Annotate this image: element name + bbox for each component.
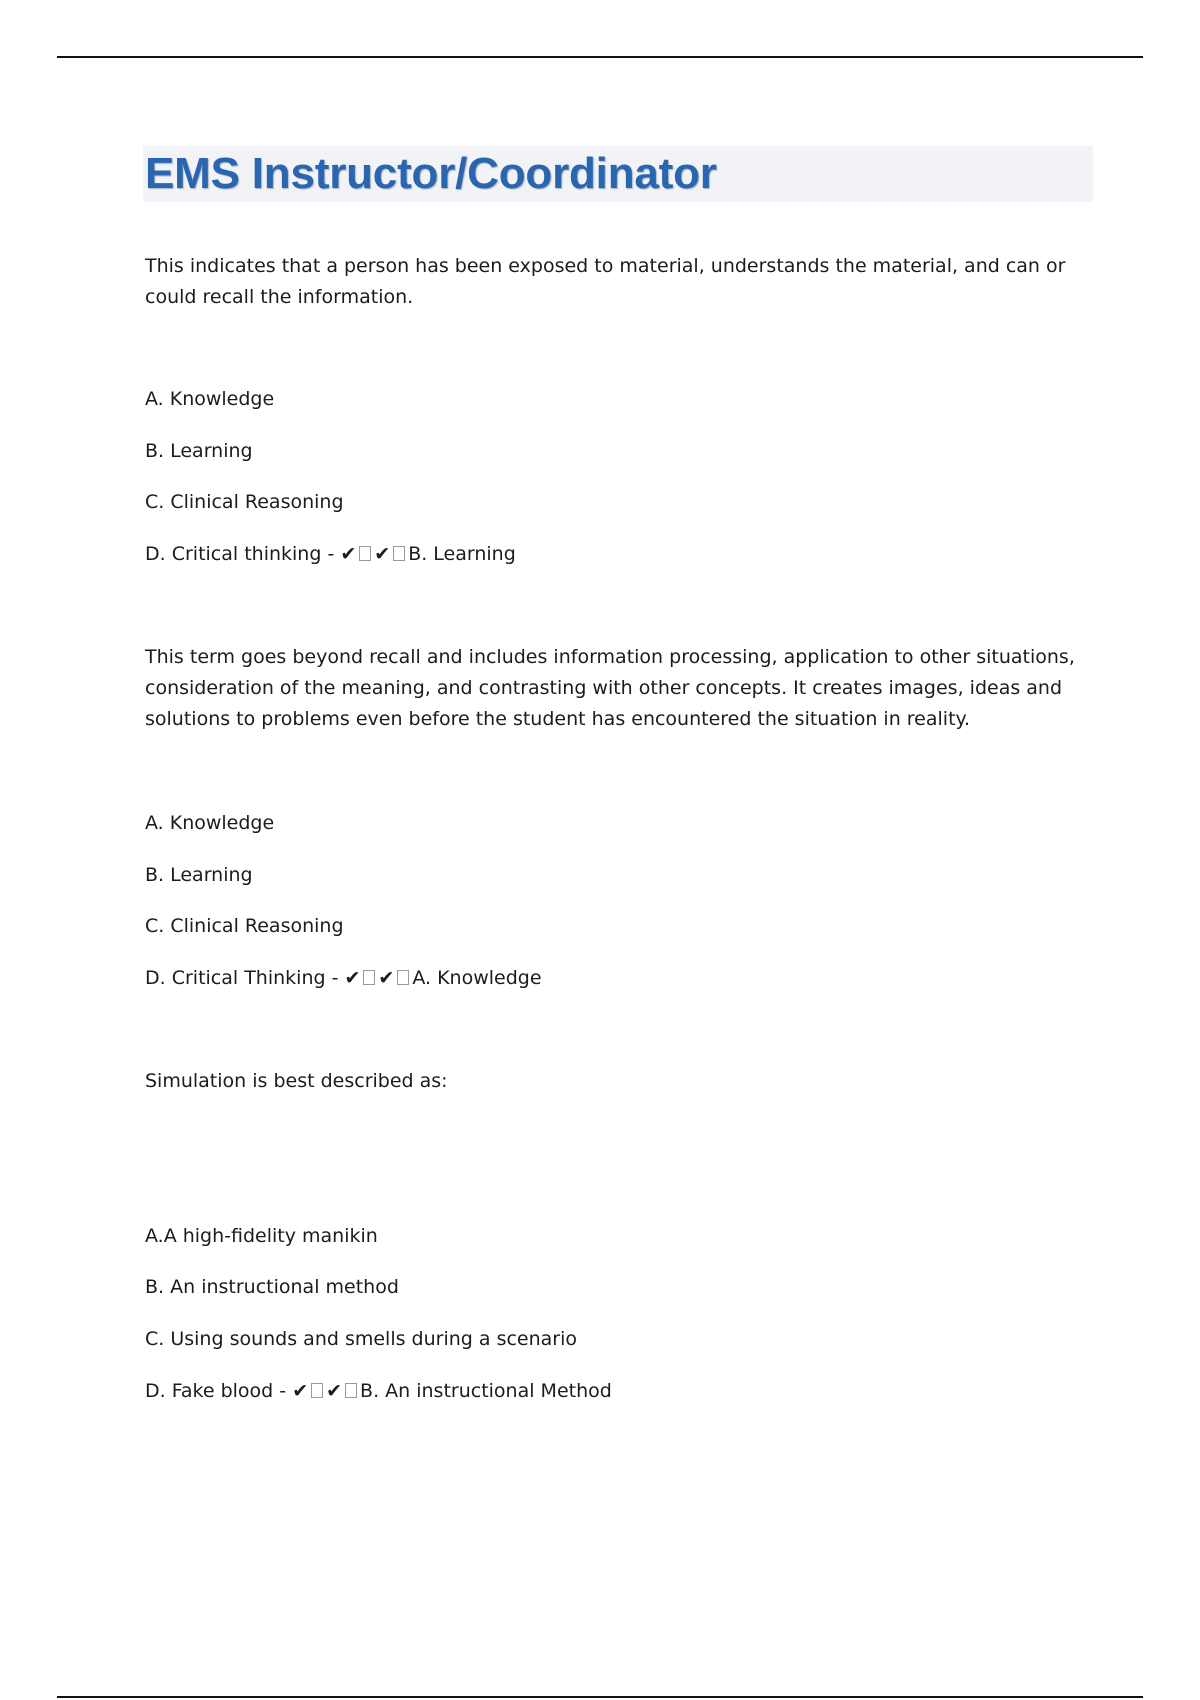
question-3 bbox=[145, 1066, 1075, 1097]
empty-box-icon bbox=[345, 1383, 357, 1398]
answer-text: A. Knowledge bbox=[412, 967, 542, 989]
question-1 bbox=[145, 251, 1075, 313]
option-a: A. Knowledge bbox=[145, 812, 275, 834]
header-rule bbox=[57, 56, 1143, 58]
question-text: This indicates that a person has been exposed to material, understands the material, and can or could recall the information. bbox=[145, 255, 1066, 308]
option-d-with-answer bbox=[145, 541, 516, 567]
option-c: C. Clinical Reasoning bbox=[145, 915, 344, 937]
check-mark-icon: ✔ bbox=[374, 543, 391, 565]
option-b: B. An instructional method bbox=[145, 1276, 399, 1298]
option-b: B. Learning bbox=[145, 864, 253, 886]
question-text: This term goes beyond recall and includes information processing, application to other situations, consideration of the meaning, and contrasting with other concepts. It creates images, ideas and solutions to problems even before the student has encountered the situation in reality. bbox=[145, 646, 1075, 730]
option-a: A. Knowledge bbox=[145, 388, 275, 410]
option-a: A.A high-fidelity manikin bbox=[145, 1225, 378, 1247]
empty-box-icon bbox=[393, 546, 405, 561]
question-2 bbox=[145, 642, 1075, 735]
question-text: Simulation is best described as: bbox=[145, 1070, 448, 1092]
check-mark-icon: ✔ bbox=[344, 967, 361, 989]
empty-box-icon bbox=[397, 970, 409, 985]
answer-text: B. Learning bbox=[408, 543, 516, 565]
option-d-label: D. Critical Thinking - bbox=[145, 967, 345, 989]
check-mark-icon: ✔ bbox=[340, 543, 357, 565]
page-title: EMS Instructor/Coordinator bbox=[145, 149, 717, 198]
check-mark-icon: ✔ bbox=[378, 967, 395, 989]
option-d-with-answer bbox=[145, 1378, 612, 1404]
option-c: C. Clinical Reasoning bbox=[145, 491, 344, 513]
check-mark-icon: ✔ bbox=[326, 1380, 343, 1402]
empty-box-icon bbox=[359, 546, 371, 561]
check-mark-icon: ✔ bbox=[292, 1380, 309, 1402]
answer-text: B. An instructional Method bbox=[360, 1380, 612, 1402]
empty-box-icon bbox=[311, 1383, 323, 1398]
footer-rule bbox=[57, 1696, 1143, 1698]
option-d-label: D. Fake blood - bbox=[145, 1380, 293, 1402]
option-c: C. Using sounds and smells during a scenario bbox=[145, 1328, 578, 1350]
option-b: B. Learning bbox=[145, 440, 253, 462]
option-d-with-answer bbox=[145, 965, 542, 991]
option-d-label: D. Critical thinking - bbox=[145, 543, 341, 565]
title-banner bbox=[143, 146, 1093, 202]
empty-box-icon bbox=[363, 970, 375, 985]
